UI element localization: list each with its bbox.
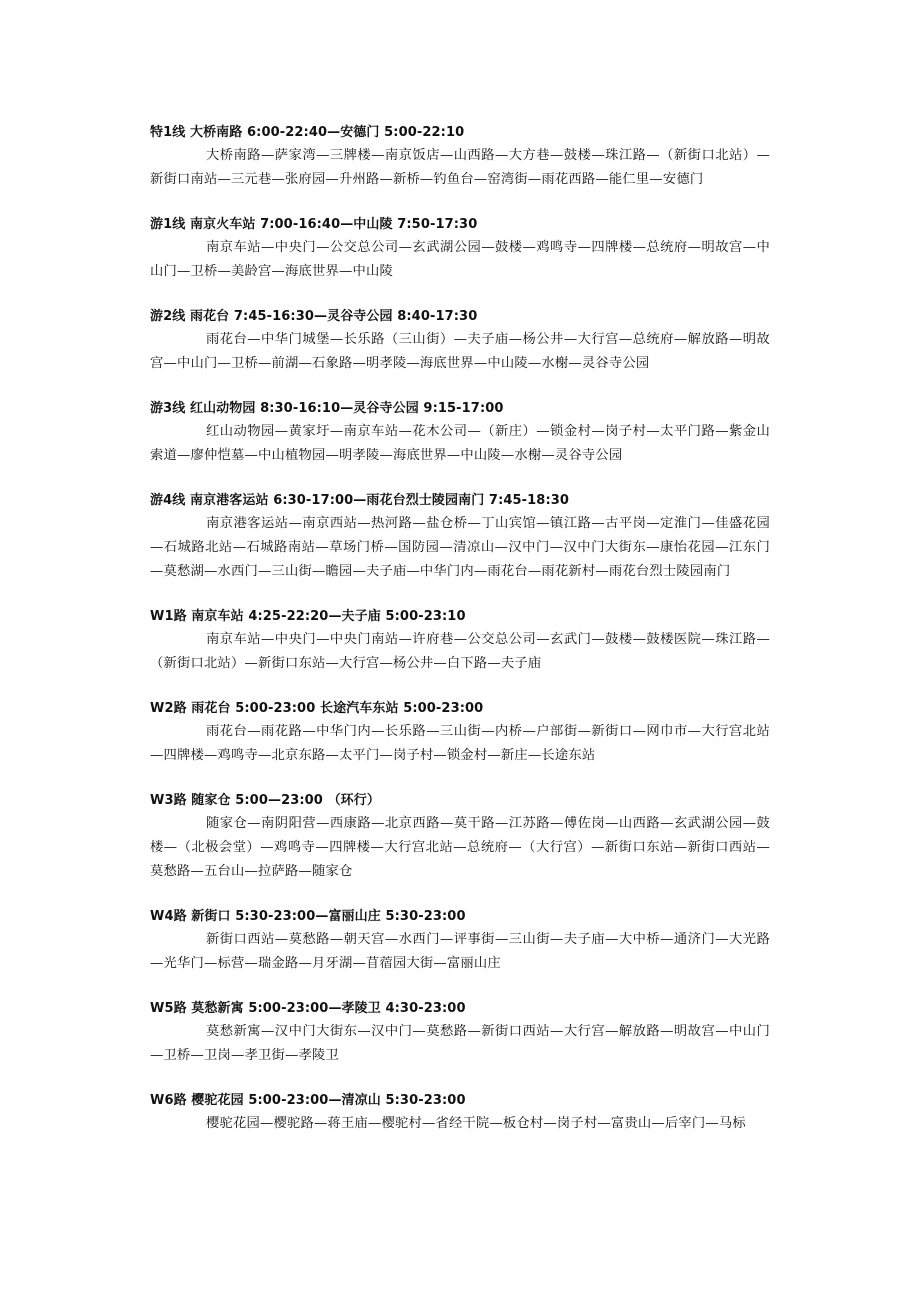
route-you3 [150,398,770,468]
route-header: W2路 雨花台 5:00-23:00 长途汽车东站 5:00-23:00 [150,701,484,716]
route-stops: 大桥南路—萨家湾—三牌楼—南京饭店—山西路—大方巷—鼓楼—珠江路—（新街口北站）—新街口南站—三元巷—张府园—升州路—新桥—钓鱼台—窑湾街—雨花西路—能仁里—安德门 [150,148,770,187]
route-header: W5路 莫愁新寓 5:00-23:00—孝陵卫 4:30-23:00 [150,1001,466,1016]
route-you4 [150,490,770,584]
route-header: W3路 随家仓 5:00—23:00 （环行） [150,793,380,808]
route-header: W6路 樱驼花园 5:00-23:00—清凉山 5:30-23:00 [150,1093,466,1108]
route-header: 游1线 南京火车站 7:00-16:40—中山陵 7:50-17:30 [150,217,478,232]
route-you1 [150,214,770,284]
route-stops: 樱驼花园—樱驼路—蒋王庙—樱驼村—省经干院—板仓村—岗子村—富贵山—后宰门—马标 [206,1116,746,1131]
route-w5 [150,998,770,1068]
route-header: W4路 新街口 5:30-23:00—富丽山庄 5:30-23:00 [150,909,466,924]
route-w4 [150,906,770,976]
route-stops: 南京车站—中央门—中央门南站—许府巷—公交总公司—玄武门—鼓楼—鼓楼医院—珠江路—（新街口北站）—新街口东站—大行宫—杨公井—白下路—夫子庙 [150,632,770,671]
route-w3 [150,790,770,884]
route-w2 [150,698,770,768]
route-stops: 莫愁新寓—汉中门大街东—汉中门—莫愁路—新街口西站—大行宫—解放路—明故宫—中山门—卫桥—卫岗—孝卫街—孝陵卫 [150,1024,770,1063]
document-page [150,122,770,1158]
route-te1 [150,122,770,192]
route-stops: 随家仓—南阴阳营—西康路—北京西路—莫干路—江苏路—傅佐岗—山西路—玄武湖公园—鼓楼—（北极会堂）—鸡鸣寺—四牌楼—大行宫北站—总统府—（大行宫）—新街口东站—新街口西站—莫愁路—五台山—拉萨路—随家仓 [150,816,770,879]
route-stops: 雨花台—中华门城堡—长乐路（三山街）—夫子庙—杨公井—大行宫—总统府—解放路—明故宫—中山门—卫桥—前湖—石象路—明孝陵—海底世界—中山陵—水榭—灵谷寺公园 [150,332,770,371]
route-you2 [150,306,770,376]
route-header: 游2线 雨花台 7:45-16:30—灵谷寺公园 8:40-17:30 [150,309,478,324]
route-header: W1路 南京车站 4:25-22:20—夫子庙 5:00-23:10 [150,609,466,624]
route-stops: 南京车站—中央门—公交总公司—玄武湖公园—鼓楼—鸡鸣寺—四牌楼—总统府—明故宫—中山门—卫桥—美龄宫—海底世界—中山陵 [150,240,770,279]
route-w6 [150,1090,770,1136]
route-header: 游3线 红山动物园 8:30-16:10—灵谷寺公园 9:15-17:00 [150,401,504,416]
route-stops: 雨花台—雨花路—中华门内—长乐路—三山街—内桥—户部街—新街口—网巾市—大行宫北站—四牌楼—鸡鸣寺—北京东路—太平门—岗子村—锁金村—新庄—长途东站 [150,724,770,763]
route-stops: 红山动物园—黄家圩—南京车站—花木公司—（新庄）—锁金村—岗子村—太平门路—紫金山索道—廖仲恺墓—中山植物园—明孝陵—海底世界—中山陵—水榭—灵谷寺公园 [150,424,770,463]
route-header: 特1线 大桥南路 6:00-22:40—安德门 5:00-22:10 [150,125,465,140]
route-w1 [150,606,770,676]
route-stops: 南京港客运站—南京西站—热河路—盐仓桥—丁山宾馆—镇江路—古平岗—定淮门—佳盛花园—石城路北站—石城路南站—草场门桥—国防园—清凉山—汉中门—汉中门大街东—康怡花园—江东门—莫愁湖—水西门—三山街—瞻园—夫子庙—中华门内—雨花台—雨花新村—雨花台烈士陵园南门 [150,516,770,579]
route-header: 游4线 南京港客运站 6:30-17:00—雨花台烈士陵园南门 7:45-18:30 [150,493,570,508]
route-stops: 新街口西站—莫愁路—朝天宫—水西门—评事街—三山街—夫子庙—大中桥—通济门—大光路—光华门—标营—瑞金路—月牙湖—苜蓿园大街—富丽山庄 [150,932,770,971]
